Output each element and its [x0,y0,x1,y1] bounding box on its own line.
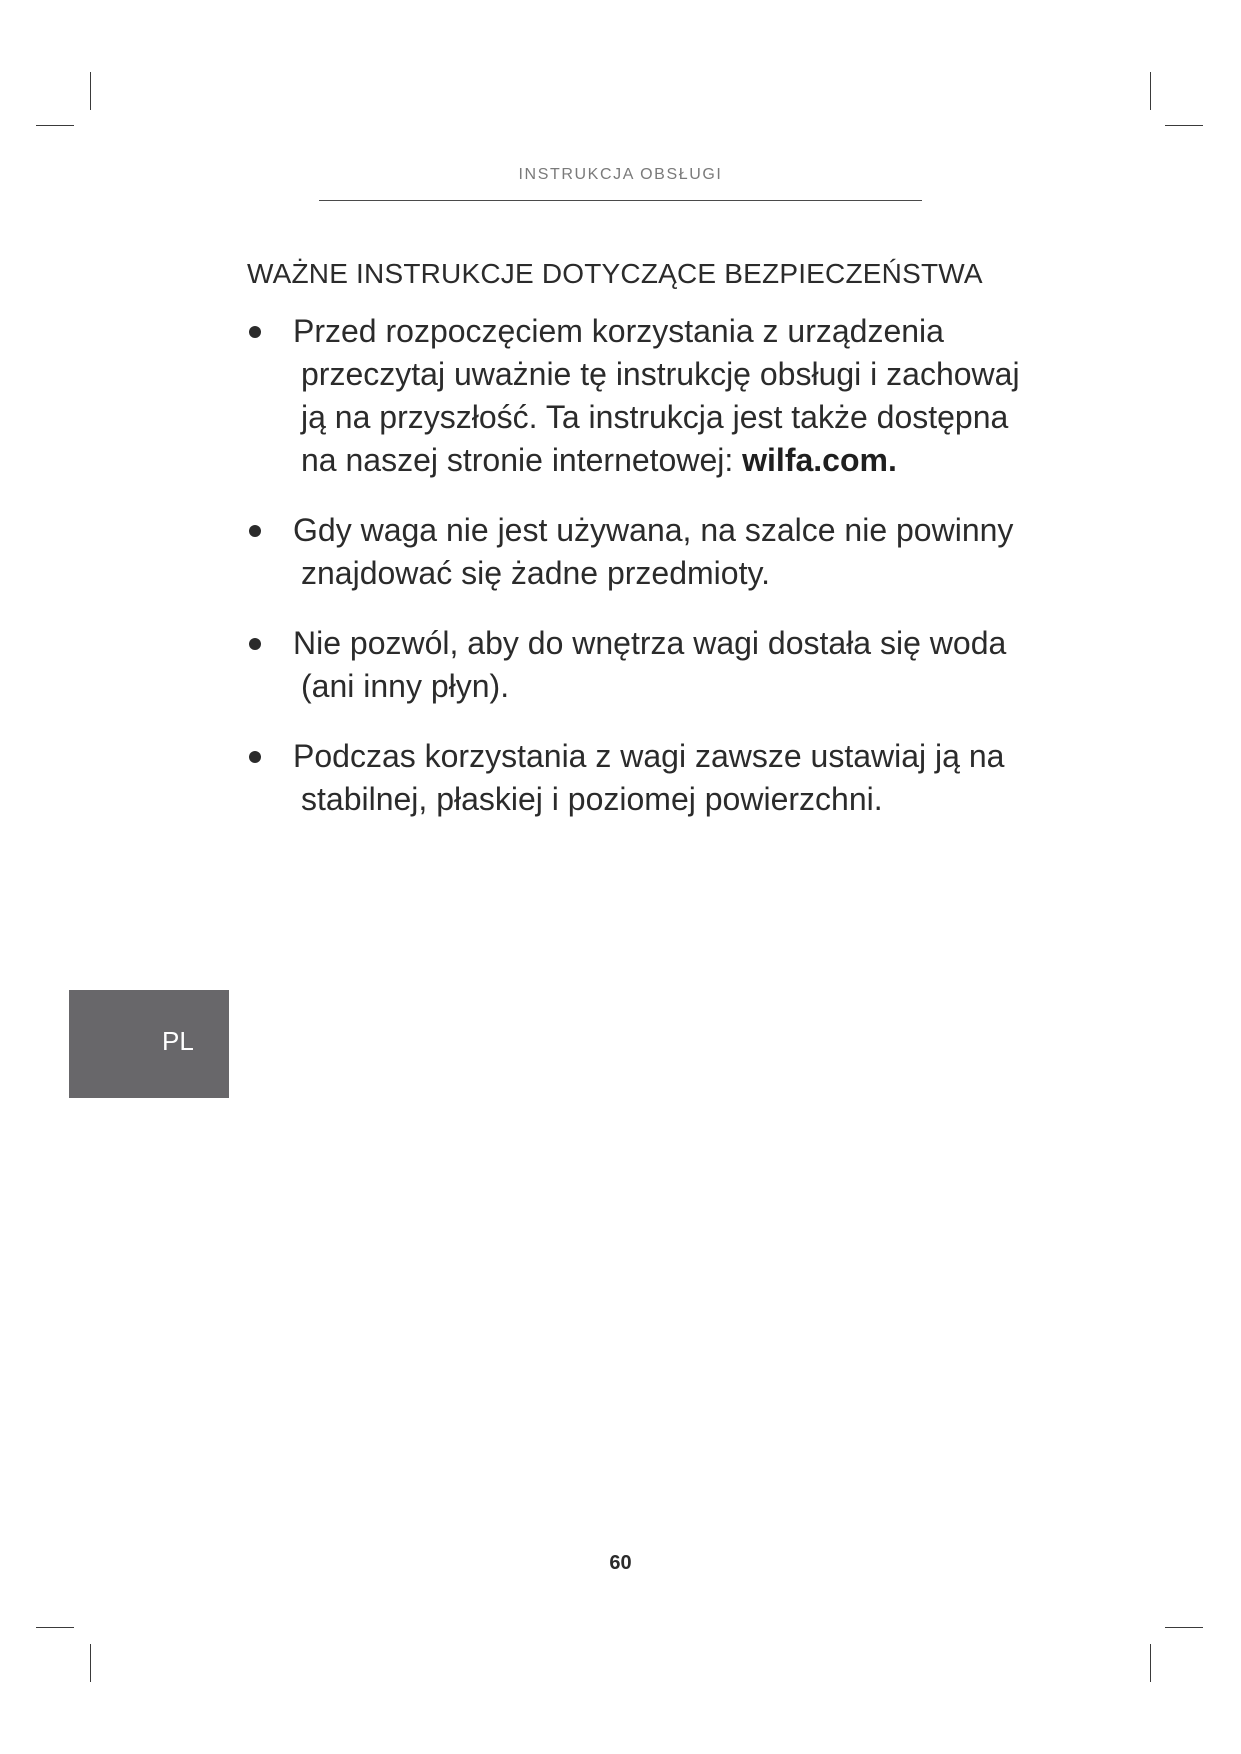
list-item [247,735,1097,821]
crop-mark-top-right-horizontal [1165,125,1203,126]
website-link[interactable]: wilfa.com. [742,442,897,478]
crop-mark-bottom-left-horizontal [36,1627,74,1628]
bullet-line: stabilnej, płaskiej i poziomej powierzchni. [301,781,883,817]
bullet-icon [249,326,261,338]
crop-mark-bottom-left-vertical [90,1644,91,1682]
crop-mark-top-left-vertical [90,72,91,110]
bullet-line: ją na przyszłość. Ta instrukcja jest także dostępna [301,399,1009,435]
bullet-line: (ani inny płyn). [301,668,510,704]
bullet-line: Przed rozpoczęciem korzystania z urządzenia [293,313,944,349]
section-title: WAŻNE INSTRUKCJE DOTYCZĄCE BEZPIECZEŃSTWA [247,258,983,289]
list-item [247,509,1097,595]
bullet-icon [249,751,261,763]
bullet-icon [249,525,261,537]
bullet-line-with-link [293,439,1097,482]
bullet-line: przeczytaj uważnie tę instrukcję obsługi i zachowaj [301,356,1020,392]
running-header: INSTRUKCJA OBSŁUGI [518,166,723,183]
language-tab-label: PL [162,1026,194,1056]
bullet-line: Podczas korzystania z wagi zawsze ustawiaj ją na [293,738,1005,774]
crop-mark-top-right-vertical [1150,72,1151,110]
bullet-line: Gdy waga nie jest używana, na szalce nie powinny [293,512,1014,548]
page-number: 60 [609,1552,632,1574]
list-item [247,310,1097,482]
bullet-line: znajdować się żadne przedmioty. [301,555,770,591]
language-tab [69,990,229,1098]
bullet-line: Nie pozwól, aby do wnętrza wagi dostała się woda [293,625,1007,661]
bullet-icon [249,638,261,650]
header-divider [319,200,922,201]
crop-mark-bottom-right-vertical [1150,1644,1151,1682]
list-item [247,622,1097,708]
crop-mark-bottom-right-horizontal [1165,1627,1203,1628]
crop-mark-top-left-horizontal [36,125,74,126]
safety-instructions-list [247,310,1097,848]
bullet-line-text: na naszej stronie internetowej: [301,442,734,478]
